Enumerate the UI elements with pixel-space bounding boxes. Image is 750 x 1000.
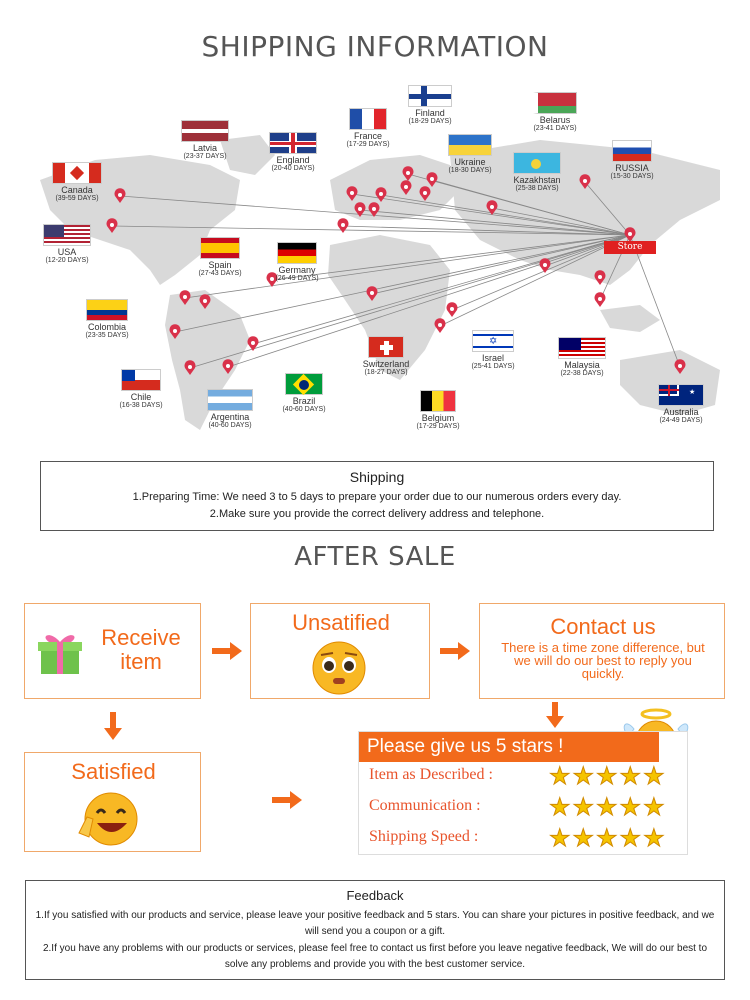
country-name: Israel xyxy=(481,353,504,363)
country-days: (39-59 DAYS) xyxy=(55,195,99,203)
unsatisfied-box xyxy=(250,603,430,699)
country-name: Finland xyxy=(415,108,445,118)
star-icon: ★ xyxy=(596,762,618,790)
country-days: (25-41 DAYS) xyxy=(471,363,515,371)
country-belgium xyxy=(398,390,478,431)
star-icon: ★ xyxy=(572,824,595,852)
feedback-line-1: 1.If you satisfied with our products and service, please leave your positive feedback and 5 stars. You can share your pictures in positive feedback, and we will send you a coupon or a gift. xyxy=(35,910,715,937)
star-icon: ★ xyxy=(619,762,642,790)
star-icon: ★ xyxy=(572,762,595,790)
star-icon: ★ xyxy=(549,793,571,821)
country-name: Germany xyxy=(278,265,316,275)
arrow-down-icon xyxy=(104,712,122,740)
after-sale-title: AFTER SALE xyxy=(294,542,456,572)
country-chile xyxy=(101,369,181,410)
country-days: (17-29 DAYS) xyxy=(346,141,390,149)
country-days: (25-38 DAYS) xyxy=(515,185,559,193)
store-tag: Store xyxy=(604,241,656,254)
receive-item-box xyxy=(24,603,201,699)
switzerland-flag-icon xyxy=(368,336,404,358)
rating-stars-box xyxy=(358,731,688,855)
country-name: Colombia xyxy=(87,322,127,332)
country-latvia xyxy=(165,120,245,161)
star-icon: ★ xyxy=(549,824,571,852)
gift-box-icon xyxy=(35,628,85,678)
location-pin-dot xyxy=(370,291,374,295)
israel-flag-icon: ✡ xyxy=(472,330,514,352)
arrow-right-icon xyxy=(440,642,470,660)
feedback-box xyxy=(25,880,725,980)
location-pin-dot xyxy=(628,232,632,236)
arrow-right-icon xyxy=(212,642,242,660)
country-name: Switzerland xyxy=(362,359,410,369)
country-days: (24-49 DAYS) xyxy=(659,417,703,425)
country-name: England xyxy=(276,155,310,165)
star-icon: ★ xyxy=(596,824,618,852)
country-name: Belarus xyxy=(539,115,571,125)
arrow-right-icon xyxy=(272,791,302,809)
star-icon: ★ xyxy=(619,793,642,821)
country-days: (17-29 DAYS) xyxy=(416,423,460,431)
country-england xyxy=(253,132,333,173)
country-name: Spain xyxy=(208,260,232,270)
country-days: (23-37 DAYS) xyxy=(183,153,227,161)
location-pin-dot xyxy=(358,207,362,211)
country-name: Chile xyxy=(130,392,152,402)
rating-stars-item xyxy=(549,764,667,788)
france-flag-icon xyxy=(349,108,387,130)
shipping-box-title: Shipping xyxy=(349,469,405,485)
stars-banner: Please give us 5 stars ! xyxy=(359,732,659,762)
country-name: Ukraine xyxy=(454,157,486,167)
star-icon: ★ xyxy=(596,793,618,821)
ukraine-flag-icon xyxy=(448,134,492,156)
satisfied-box xyxy=(24,752,201,852)
malaysia-flag-icon xyxy=(558,337,606,359)
country-canada xyxy=(37,162,117,203)
rating-stars-shipping xyxy=(549,826,667,850)
star-icon: ★ xyxy=(643,762,665,790)
country-name: Belgium xyxy=(421,413,455,423)
country-days: (15-30 DAYS) xyxy=(610,173,654,181)
location-pin-dot xyxy=(598,297,602,301)
country-days: (23-41 DAYS) xyxy=(533,125,577,133)
canada-flag-icon xyxy=(52,162,102,184)
contact-us-box xyxy=(479,603,725,699)
country-name: France xyxy=(353,131,382,141)
star-icon: ★ xyxy=(572,793,595,821)
star-icon: ★ xyxy=(643,793,665,821)
location-pin-dot xyxy=(404,185,408,189)
shipping-line-1: 1.Preparing Time: We need 3 to 5 days to prepare your order due to our numerous orders every day. xyxy=(132,491,622,503)
country-name: Brazil xyxy=(292,396,316,406)
country-days: (23-35 DAYS) xyxy=(85,332,129,340)
usa-flag-icon xyxy=(43,224,91,246)
rating-label-shipping: Shipping Speed : xyxy=(369,828,479,845)
country-name: Kazakhstan xyxy=(513,175,561,185)
location-pin-dot xyxy=(490,205,494,209)
rating-stars-communication xyxy=(549,795,667,819)
belgium-flag-icon xyxy=(420,390,456,412)
location-pin-dot xyxy=(188,365,192,369)
country-malaysia xyxy=(542,337,622,378)
country-days: (18-30 DAYS) xyxy=(448,167,492,175)
location-pin-dot xyxy=(372,207,376,211)
shipping-line-2: 2.Make sure you provide the correct delivery address and telephone. xyxy=(209,508,545,520)
germany-flag-icon xyxy=(277,242,317,264)
rating-label-communication: Communication : xyxy=(369,797,481,814)
location-pin-dot xyxy=(678,364,682,368)
star-icon: ★ xyxy=(643,824,665,852)
location-pin-dot xyxy=(173,329,177,333)
country-colombia xyxy=(67,299,147,340)
rating-label-item: Item as Described : xyxy=(369,766,493,783)
location-pin-dot xyxy=(450,307,454,311)
location-pin-dot xyxy=(251,341,255,345)
colombia-flag-icon xyxy=(86,299,128,321)
country-usa xyxy=(27,224,107,265)
happy-face-icon xyxy=(73,789,143,849)
country-kazakhstan xyxy=(497,152,577,193)
satisfied-label: Satisfied xyxy=(71,759,156,784)
location-pin-dot xyxy=(350,191,354,195)
feedback-title: Feedback xyxy=(346,888,404,903)
world-shipping-map xyxy=(0,70,750,450)
country-name: RUSSIA xyxy=(615,163,649,173)
country-germany xyxy=(257,242,337,283)
country-argentina xyxy=(190,389,270,430)
location-pin-dot xyxy=(379,192,383,196)
country-days: (22-38 DAYS) xyxy=(560,370,604,378)
country-australia xyxy=(641,384,721,425)
country-days: (40-60 DAYS) xyxy=(282,406,326,414)
feedback-line-2: 2.If you have any problems with our products or services, please feel free to contact us first before you leave negative feedback, We will do our best to solve any problems and provide you with the best customer service. xyxy=(42,943,708,970)
country-belarus xyxy=(515,92,595,133)
country-days: (16-38 DAYS) xyxy=(119,402,163,410)
location-pin-dot xyxy=(543,263,547,267)
location-pin-dot xyxy=(423,191,427,195)
location-pin-dot xyxy=(430,177,434,181)
star-icon: ★ xyxy=(619,824,642,852)
location-pin-dot xyxy=(583,179,587,183)
country-name: Malaysia xyxy=(564,360,600,370)
shipping-info-title: SHIPPING INFORMATION xyxy=(201,30,549,63)
location-pin-dot xyxy=(598,275,602,279)
contact-us-text: There is a time zone difference, but we will do our best to reply you quickly. xyxy=(501,640,705,681)
receive-item-label: Receive item xyxy=(101,625,181,674)
contact-us-title: Contact us xyxy=(550,614,656,639)
country-name: Australia xyxy=(663,407,699,417)
country-name: USA xyxy=(57,247,77,257)
location-pin-dot xyxy=(183,295,187,299)
country-name: Latvia xyxy=(192,143,218,153)
route-line xyxy=(630,235,680,367)
latvia-flag-icon xyxy=(181,120,229,142)
arrow-down-icon xyxy=(546,702,564,728)
location-pin-dot xyxy=(110,223,114,227)
location-pin-dot xyxy=(118,193,122,197)
location-pin-dot xyxy=(438,323,442,327)
russia-flag-icon xyxy=(612,140,652,162)
country-days: (18-27 DAYS) xyxy=(364,369,408,377)
country-brazil xyxy=(264,373,344,414)
country-france xyxy=(328,108,408,149)
country-name: Canada xyxy=(61,185,93,195)
country-russia xyxy=(592,140,672,181)
sad-face-icon xyxy=(309,638,369,696)
chile-flag-icon xyxy=(121,369,161,391)
location-pin-dot xyxy=(226,364,230,368)
location-pin-dot xyxy=(203,299,207,303)
country-days: (18-29 DAYS) xyxy=(408,118,452,126)
location-pin-dot xyxy=(406,171,410,175)
shipping-info-box xyxy=(40,461,714,531)
belarus-flag-icon xyxy=(533,92,577,114)
country-name: Argentina xyxy=(210,412,250,422)
australia-flag-icon: ★ xyxy=(658,384,704,406)
unsatisfied-label: Unsatified xyxy=(292,610,390,635)
country-days: (20-40 DAYS) xyxy=(271,165,315,173)
argentina-flag-icon xyxy=(207,389,253,411)
star-icon: ★ xyxy=(549,762,571,790)
country-days: (12-20 DAYS) xyxy=(45,257,89,265)
spain-flag-icon xyxy=(200,237,240,259)
country-israel xyxy=(453,330,533,371)
country-days: (26-49 DAYS) xyxy=(275,275,319,283)
uk-flag-icon xyxy=(269,132,317,154)
country-spain xyxy=(180,237,260,278)
finland-flag-icon xyxy=(408,85,452,107)
brazil-flag-icon xyxy=(285,373,323,395)
kazakhstan-flag-icon xyxy=(513,152,561,174)
location-pin-dot xyxy=(341,223,345,227)
country-switzerland xyxy=(346,336,426,377)
country-days: (27-43 DAYS) xyxy=(198,270,242,278)
country-days: (40-60 DAYS) xyxy=(208,422,252,430)
